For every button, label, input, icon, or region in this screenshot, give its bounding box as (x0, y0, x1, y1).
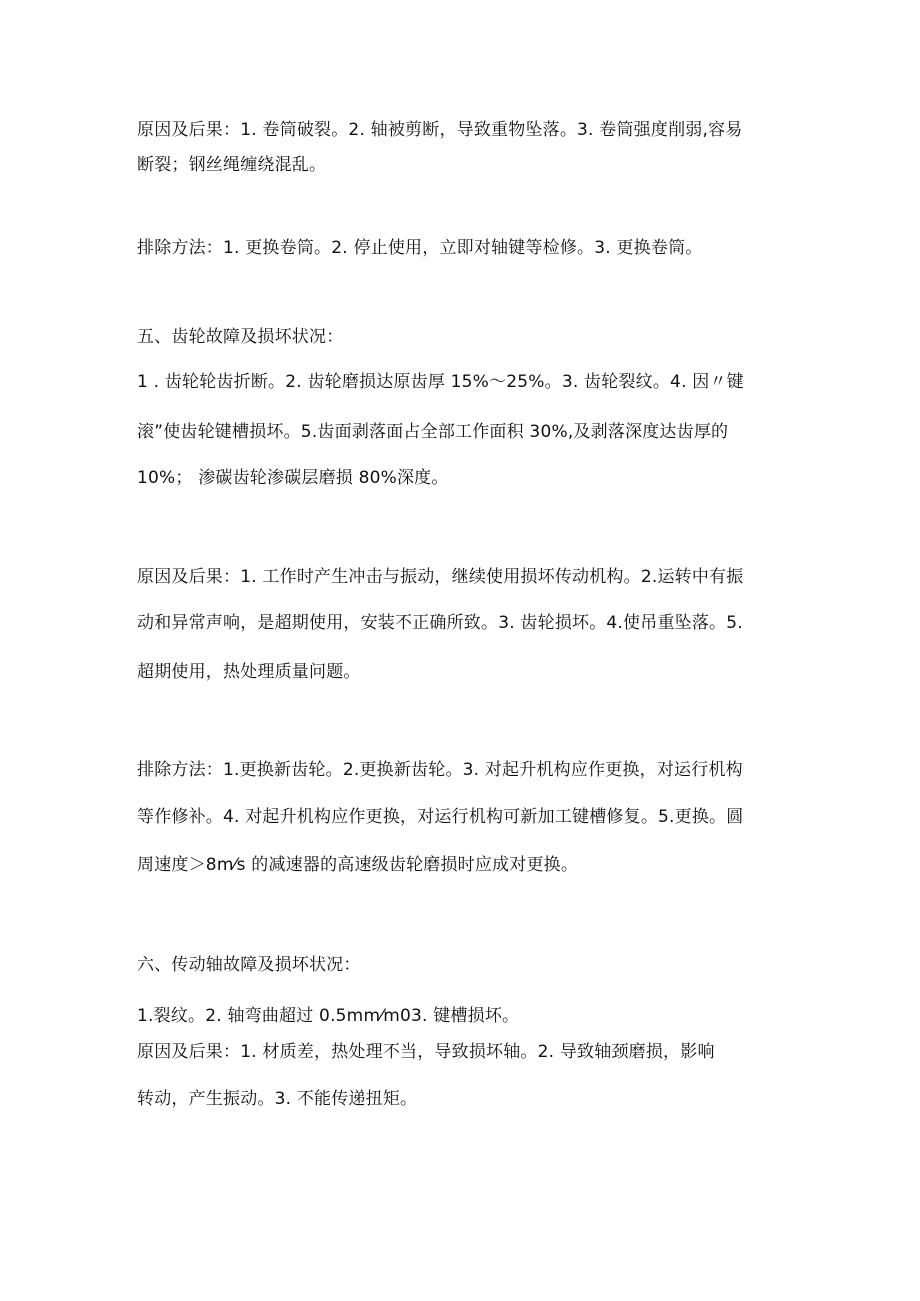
text-line: 排除方法：1. 更换卷筒。2. 停止使用，立即对轴键等检修。3. 更换卷筒。 (137, 238, 703, 258)
text-line: 动和异常声响，是超期使用，安装不正确所致。3. 齿轮损坏。4.使吊重坠落。5. (137, 613, 743, 633)
text-line: 转动，产生振动。3. 不能传递扭矩。 (137, 1089, 418, 1109)
text-line: 10%； 渗碳齿轮渗碳层磨损 80%深度。 (137, 468, 449, 488)
text-line: 原因及后果：1. 工作时产生冲击与振动，继续使用损坏传动机构。2.运转中有振 (137, 567, 744, 587)
text-line: 1 . 齿轮轮齿折断。2. 齿轮磨损达原齿厚 15%～25%。3. 齿轮裂纹。4. 因〃键 (137, 372, 744, 392)
text-line: 周速度＞8m⁄s 的减速器的高速级齿轮磨损时应成对更换。 (137, 855, 579, 875)
text-line: 原因及后果：1. 材质差，热处理不当，导致损坏轴。2. 导致轴颈磨损，影响 (137, 1042, 715, 1062)
section-heading: 六、传动轴故障及损坏状况： (137, 955, 361, 975)
section-heading: 五、齿轮故障及损坏状况： (137, 327, 344, 347)
text-line: 1.裂纹。2. 轴弯曲超过 0.5mm⁄m03. 键槽损坏。 (137, 1006, 520, 1026)
text-line: 原因及后果：1. 卷筒破裂。2. 轴被剪断，导致重物坠落。3. 卷筒强度削弱,容易 (137, 120, 743, 140)
text-line: 断裂；钢丝绳缠绕混乱。 (137, 155, 327, 175)
text-line: 滚”使齿轮键槽损坏。5.齿面剥落面占全部工作面积 30%,及剥落深度达齿厚的 (137, 422, 729, 442)
text-line: 等作修补。4. 对起升机构应作更换，对运行机构可新加工键槽修复。5.更换。圆 (137, 807, 744, 827)
text-line: 排除方法：1.更换新齿轮。2.更换新齿轮。3. 对起升机构应作更换，对运行机构 (137, 760, 743, 780)
text-line: 超期使用，热处理质量问题。 (137, 662, 361, 682)
